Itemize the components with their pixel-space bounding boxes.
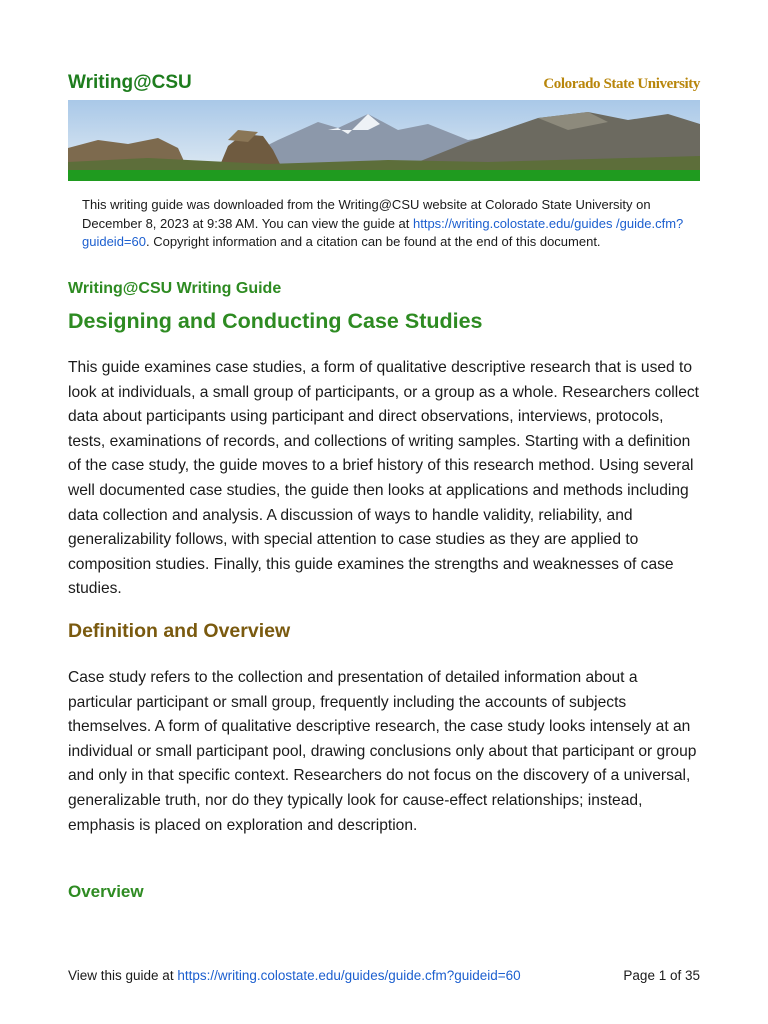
mountain-landscape-icon — [68, 100, 700, 170]
site-title[interactable]: Writing@CSU — [68, 72, 192, 93]
definition-paragraph: Case study refers to the collection and presentation of detailed information about a particular participant or small group, frequently including the accounts of subjects themselves. A form of qualitative descriptive research, the case study looks intensely at an individual or small participant pool, drawing conclusions only about that participant or group and only in that specific context. Researchers do not focus on the discovery of a universal, generalizable truth, nor do they typically look for cause-effect relationships; instead, emphasis is placed on exploration and description. — [68, 669, 697, 834]
download-note — [82, 196, 692, 252]
guide-label: Writing@CSU Writing Guide — [68, 280, 282, 297]
footer-view-guide — [68, 968, 521, 983]
footer-text: View this guide at — [68, 968, 178, 983]
intro-paragraph: This guide examines case studies, a form of qualitative descriptive research that is used to look at individuals, a small group of participants, or a group as a whole. Researchers collect data about participants using participant and direct observations, interviews, protocols, tests, examinations of records, and collections of writing samples. Starting with a definition of the case study, the guide moves to a brief history of this research method. Using several well documented case studies, the guide then looks at applications and methods including data collection and analysis. A discussion of ways to handle validity, reliability, and generalizability follows, with special attention to case studies as they are applied to composition studies. Finally, this guide examines the strengths and weaknesses of case studies. — [68, 359, 700, 598]
sub-heading: Overview — [68, 882, 144, 901]
section-heading: Definition and Overview — [68, 620, 291, 642]
page-title: Designing and Conducting Case Studies — [68, 309, 483, 333]
guide-url-link[interactable]: https://writing.colostate.edu/guides /guide.cfm?guideid=60 — [82, 215, 684, 249]
green-divider-bar — [68, 170, 700, 181]
banner-image — [68, 100, 700, 170]
footer-guide-link[interactable]: https://writing.colostate.edu/guides/guide.cfm?guideid=60 — [177, 968, 521, 983]
download-note-text: This writing guide was downloaded from the Writing@CSU website at Colorado State University on December 8, 2023 at 9:38 AM. You can view the guide at — [82, 197, 651, 231]
download-note-text-end: . Copyright information and a citation can be found at the end of this document. — [145, 234, 601, 249]
csu-logo[interactable]: Colorado State University — [543, 76, 700, 92]
page-number: Page 1 of 35 — [623, 968, 700, 983]
